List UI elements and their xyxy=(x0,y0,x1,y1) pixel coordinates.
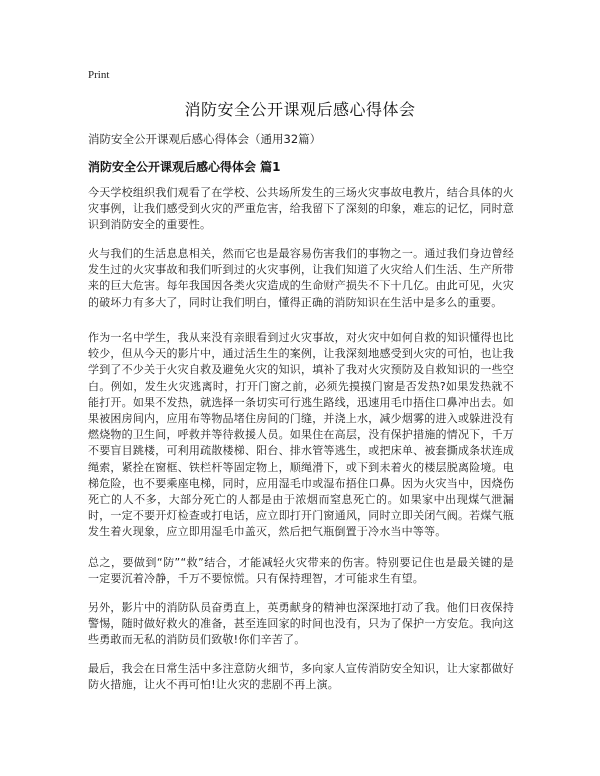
paragraph: 今天学校组织我们观看了在学校、公共场所发生的三场火灾事故电教片，结合具体的火灾事例，让我们感受到火灾的严重危害，给我留下了深刻的印象，难忘的记忆，同时意识到消防安全的重要性。 xyxy=(88,186,514,232)
print-label: Print xyxy=(88,69,110,81)
paragraph: 作为一名中学生，我从来没有亲眼看到过火灾事故，对火灾中如何自救的知识懂得也比较少，但从今天的影片中，通过活生生的案例，让我深刻地感受到火灾的可怕，也让我学到了不少关于火灾自救及避免火灾的知识，填补了我对火灾预防及自救知识的一些空白。例如，发生火灾逃离时，打开门窗之前，必须先摸摸门窗是否发热?如果发热就不能打开。如果不发热，就选择一条切实可行逃生路线，迅速用毛巾捂住口鼻冲出去。如果被困房间内，应用布等物品堵住房间的门缝，并浇上水，减少烟雾的进入或躲进没有燃烧物的卫生间，呼救并等待救援人员。如果住在高层，没有保护措施的情况下，千万不要盲目跳楼，可利用疏散楼梯、阳台、排水管等逃生，或把床单、被套撕成条状连成绳索，紧拴在窗框、铁栏杆等固定物上，顺绳滑下，或下到未着火的楼层脱离险境。电梯危险，也不要乘座电梯，同时，应用湿毛巾或湿布捂住口鼻。因为火灾当中，因烧伤死亡的人不多，大部分死亡的人都是由于浓烟而窒息死亡的。如果家中出现煤气泄漏时，一定不要开灯检查或打电话，应立即打开门窗通风，同时立即关闭气阀。若煤气瓶发生着火现象，应立即用湿毛巾盖灭，然后把气瓶倒置于冷水当中等等。 xyxy=(88,331,514,539)
paragraph: 火与我们的生活息息相关，然而它也是最容易伤害我们的事物之一。通过我们身边曾经发生过的火灾事故和我们听到过的火灾事例，让我们知道了火灾给人们生活、生产所带来的巨大危害。每年我国因各类火灾造成的生命财产损失不下十几亿。由此可见，火灾的破坏力有多大了，同时让我们明白，懂得正确的消防知识在生活中是多么的重要。 xyxy=(88,247,514,309)
section-heading: 消防安全公开课观后感心得体会 篇1 xyxy=(88,160,281,174)
paragraph: 最后，我会在日常生活中多注意防火细节，多向家人宣传消防安全知识，让大家都做好防火措施，让火不再可怕!让火灾的悲剧不再上演。 xyxy=(88,662,514,692)
paragraph: 另外，影片中的消防队员奋勇直上，英勇献身的精神也深深地打动了我。他们日夜保持警惕，随时做好救火的准备，甚至连回家的时间也没有，只为了保护一方安危。我向这些勇敢而无私的消防员们致敬!你们辛苦了。 xyxy=(88,601,514,647)
document-subtitle: 消防安全公开课观后感心得体会（通用32篇） xyxy=(88,132,322,146)
paragraph: 总之，要做到“防”“救”结合，才能减轻火灾带来的伤害。特别要记住也是最关键的是一定要沉着冷静，千万不要惊慌。只有保持理智，才可能求生有望。 xyxy=(88,556,514,586)
page-title: 消防安全公开课观后感心得体会 xyxy=(184,100,416,119)
